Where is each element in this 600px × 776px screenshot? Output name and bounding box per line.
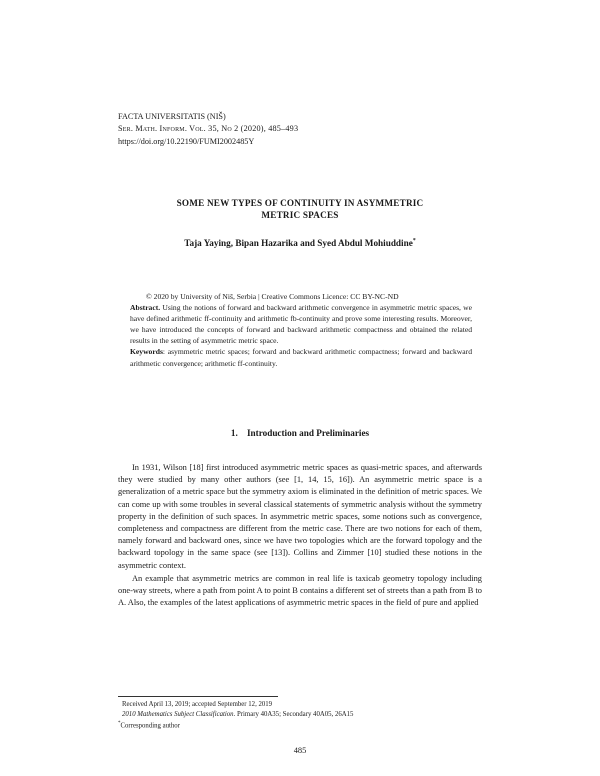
journal-header — [118, 111, 298, 148]
paper-title — [120, 197, 480, 222]
license-line: © 2020 by University of Niš, Serbia | Creative Commons Licence: CC BY-NC-ND — [146, 292, 399, 301]
footnote-divider — [118, 696, 278, 697]
abstract-block — [130, 291, 472, 369]
doi-link[interactable]: https://doi.org/10.22190/FUMI2002485Y — [118, 136, 255, 146]
received-note: Received April 13, 2019; accepted September 12, 2019 — [122, 701, 273, 708]
corresponding-author-mark: * — [412, 238, 416, 244]
footnotes — [118, 700, 482, 731]
keywords-text: : asymmetric metric spaces; forward and backward arithmetic compactness; forward and backward arithmetic convergence; arithmetic ff-continuity. — [130, 347, 472, 368]
journal-name: FACTA UNIVERSITATIS (NIŠ) — [118, 112, 226, 121]
corresponding-note-text: Corresponding author — [120, 722, 180, 730]
paper-title-line-2: METRIC SPACES — [261, 210, 339, 221]
body-text — [118, 462, 482, 609]
msc-text: Primary 40A35; Secondary 40A05, 26A15 — [236, 710, 354, 718]
author-list — [120, 238, 480, 248]
paragraph: An example that asymmetric metrics are common in real life is taxicab geometry topology including one-way streets, where a path from point A to point B contains a different set of streets than a path from B to A. Also, the examples of the latest applications of asymmetric metric spaces in the field of pure and applied — [118, 573, 482, 608]
paper-title-line-1: SOME NEW TYPES OF CONTINUITY IN ASYMMETRIC — [176, 198, 424, 208]
corresponding-note-mark: * — [118, 721, 121, 727]
journal-series: Ser. Math. Inform. Vol. 35, No 2 (2020), 485–493 — [118, 124, 299, 134]
section-number: 1. — [230, 428, 238, 438]
author-names: Taja Yaying, Bipan Hazarika and Syed Abdul Mohiuddine — [184, 238, 413, 249]
keywords-label: Keywords — [130, 347, 163, 357]
corresponding-note — [118, 719, 482, 731]
msc-label: 2010 Mathematics Subject Classification. — [122, 710, 236, 718]
abstract-label: Abstract. — [130, 303, 161, 313]
abstract — [130, 302, 472, 346]
paragraph: In 1931, Wilson [18] first introduced asymmetric metric spaces as quasi-metric spaces, and afterwards they were studied by many other authors (see [1, 14, 15, 16]). An asymmetric metric space is a generalization of a metric space but the symmetry axiom is eliminated in the definition of metric spaces. We can come up with some troubles in several classical statements of symmetric analysis without the symmetry property in the definition of such spaces. In asymmetric metric spaces, some notions such as convergence, completeness and compactness are different from the metric case. There are two notions for each of them, namely forward and backward ones, since we have two topologies which are the forward topology and the backward topology in the same space (see [13]). Collins and Zimmer [10] studied these notions in the asymmetric context. — [118, 463, 482, 570]
msc-note — [118, 710, 482, 720]
page-number: 485 — [293, 746, 307, 755]
abstract-text: Using the notions of forward and backward arithmetic convergence in asymmetric metric spaces, we have defined arithmetic ff-continuity and arithmetic fb-continuity and prove some interesting results. Moreover, we have introduced the concepts of forward and backward arithmetic compactness and obtained the related results in the setting of asymmetric metric space. — [130, 303, 472, 346]
section-title: Introduction and Preliminaries — [246, 428, 370, 438]
section-heading — [120, 428, 480, 438]
keywords — [130, 346, 472, 368]
